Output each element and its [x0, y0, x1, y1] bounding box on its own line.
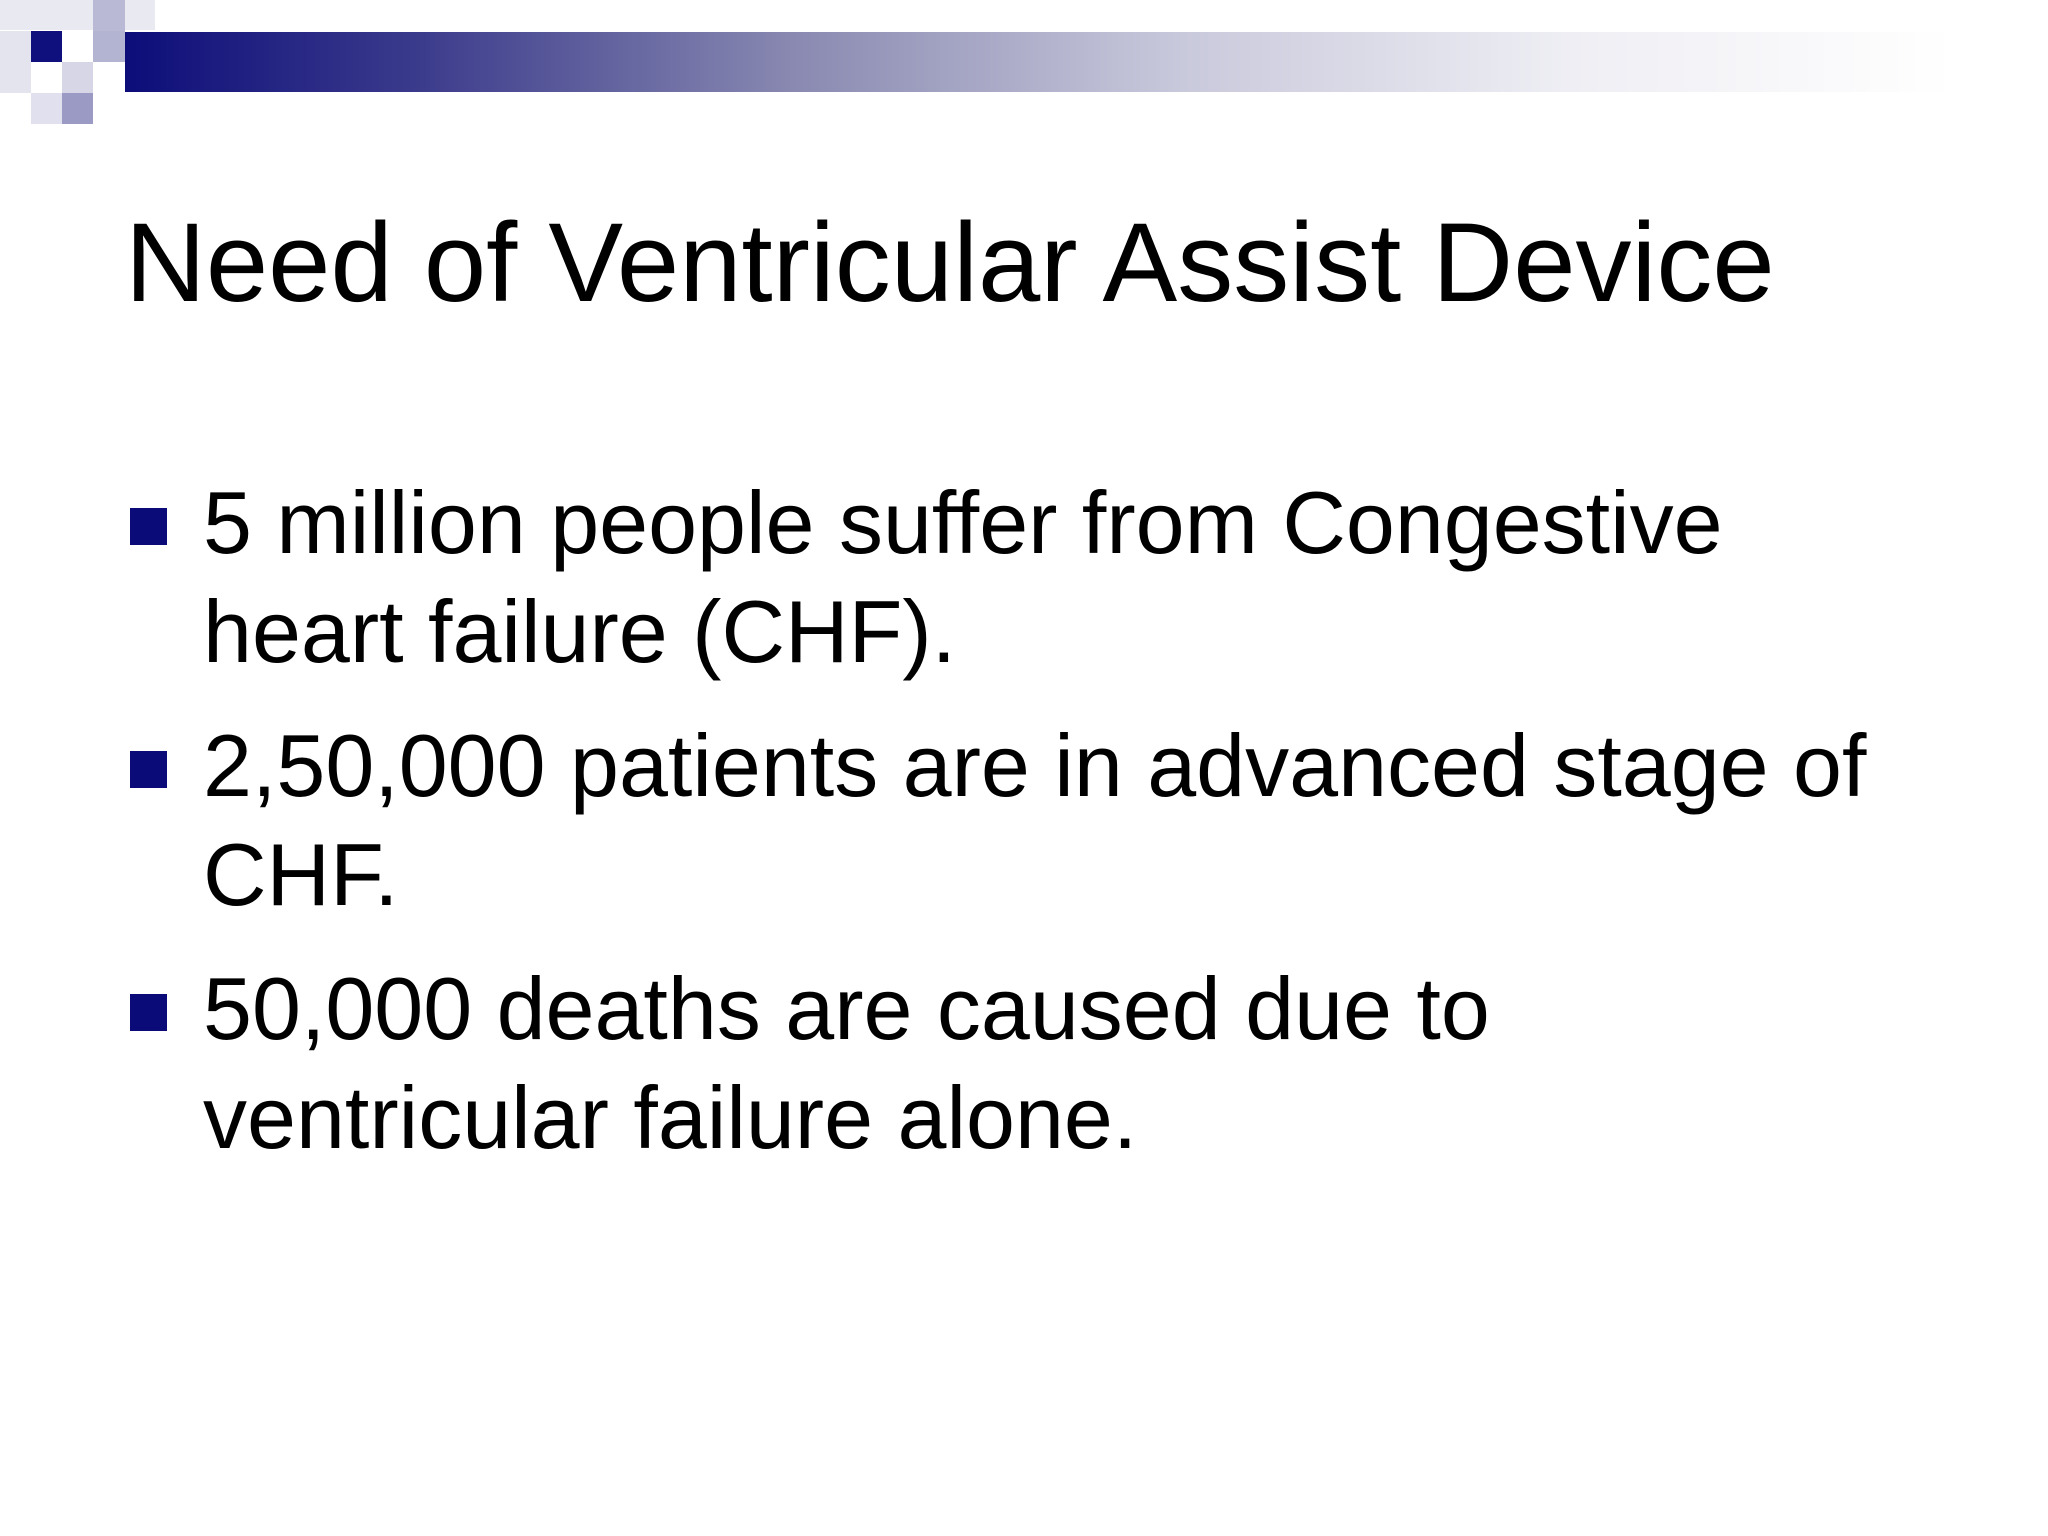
decor-square: [31, 93, 62, 124]
bullet-text-line: 2,50,000 patients are in advanced stage of: [203, 716, 1867, 815]
decor-square: [0, 0, 155, 30]
bullet-item: [125, 954, 1985, 1172]
square-bullet-icon: [130, 751, 167, 788]
bullet-text-line: ventricular failure alone.: [203, 1068, 1138, 1167]
square-bullet-icon: [130, 994, 167, 1031]
bullet-item: [125, 711, 1985, 929]
top-gradient-bar: [125, 32, 2048, 92]
bullet-text-line: heart failure (CHF).: [203, 582, 957, 681]
decor-square: [62, 62, 93, 93]
decor-square: [31, 31, 62, 62]
square-bullet-icon: [130, 508, 167, 545]
slide-title: Need of Ventricular Assist Device: [125, 200, 1775, 325]
bullet-text-line: 50,000 deaths are caused due to: [203, 959, 1490, 1058]
decor-square: [62, 93, 93, 124]
decor-square: [93, 0, 125, 31]
decor-square: [0, 31, 31, 93]
bullet-item: [125, 468, 1985, 686]
decor-square: [93, 31, 125, 62]
bullet-text-line: 5 million people suffer from Congestive: [203, 473, 1723, 572]
bullet-text-line: CHF.: [203, 825, 399, 924]
bullet-list: [125, 468, 1985, 1197]
